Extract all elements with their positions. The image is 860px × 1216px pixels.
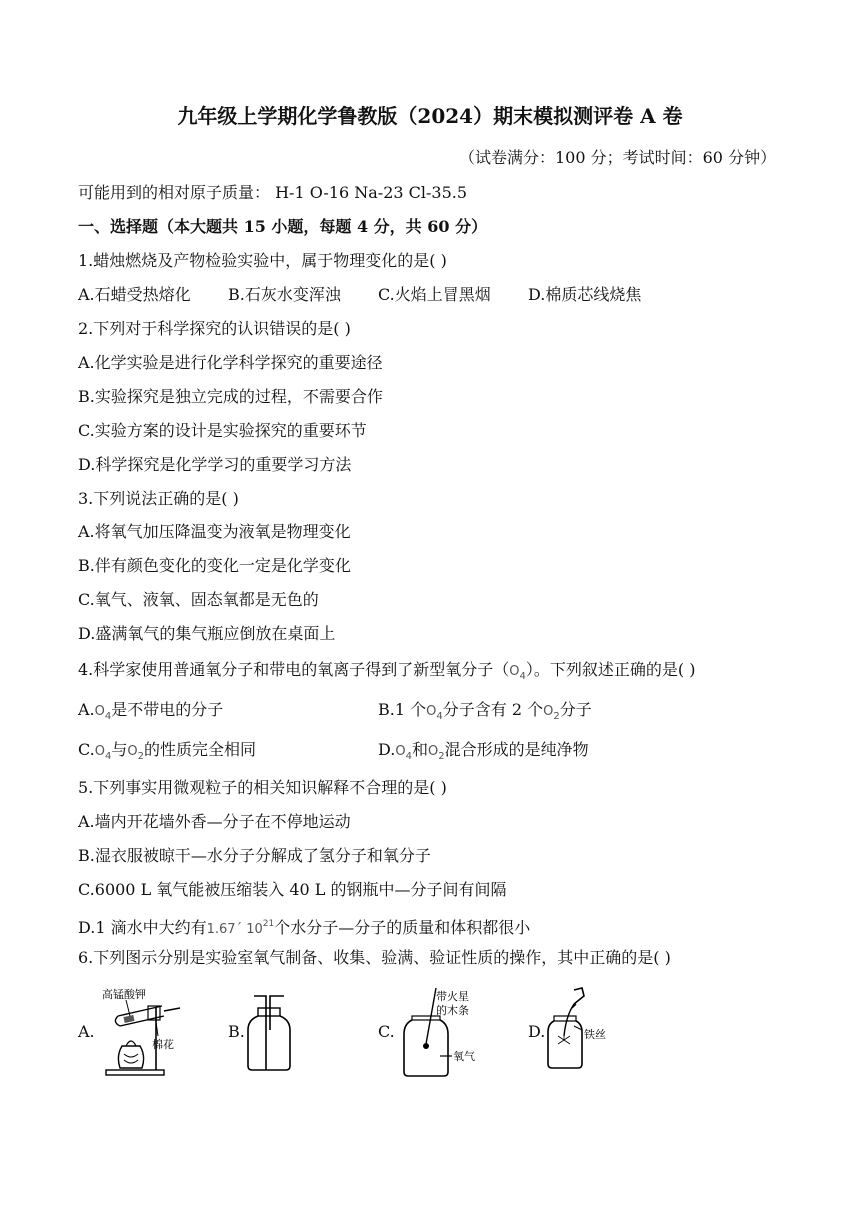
question-3-option-d: D.盛满氧气的集气瓶应倒放在桌面上: [78, 624, 336, 643]
question-1-option-d: D.棉质芯线烧焦: [528, 285, 642, 304]
exam-info: （试卷满分：100 分；考试时间：60 分钟）: [459, 148, 777, 167]
question-5-option-b: B.湿衣服被晾干—水分子分解成了氢分子和氧分子: [78, 846, 431, 865]
question-5-stem: 5.下列事实用微观粒子的相关知识解释不合理的是( ): [78, 778, 447, 797]
figure-a-label-cotton: 棉花: [152, 1038, 174, 1051]
formula-o4: $O_4$: [395, 744, 412, 762]
section-heading: 一、选择题（本大题共 15 小题，每题 4 分，共 60 分）: [78, 217, 488, 236]
question-1-stem: 1.蜡烛燃烧及产物检验实验中，属于物理变化的是( ): [78, 251, 447, 270]
formula-o4: $O_4$: [94, 744, 112, 762]
question-2-option-c: C.实验方案的设计是实验探究的重要环节: [78, 421, 367, 440]
question-4-option-a: $A.O_4$是不带电的分子: [78, 700, 224, 722]
question-5-option-c: C.6000 L 氧气能被压缩装入 40 L 的钢瓶中—分子间有间隔: [78, 880, 507, 899]
question-6-option-b: B.: [228, 1022, 245, 1041]
figure-d-iron-wire: [544, 986, 608, 1070]
question-4-option-c: $C.O_4$与$O_2$的性质完全相同: [78, 740, 257, 762]
question-1-option-b: B.石灰水变浑浊: [228, 285, 341, 304]
figure-a-heating-apparatus: [100, 986, 210, 1080]
formula-o2: $O_2$: [427, 744, 445, 762]
question-2-option-b: B.实验探究是独立完成的过程，不需要合作: [78, 387, 383, 406]
formula-o4: $O_4$: [94, 704, 112, 722]
question-5-option-a: A.墙内开花墙外香—分子在不停地运动: [78, 812, 351, 831]
formula-o4: $O_4$: [426, 704, 443, 722]
formula-o2: $O_2$: [543, 704, 560, 722]
question-6-option-d: D.: [528, 1022, 546, 1041]
question-6-stem: 6.下列图示分别是实验室氧气制备、收集、验满、验证性质的操作，其中正确的是( ): [78, 948, 671, 967]
question-2-stem: 2.下列对于科学探究的认识错误的是( ): [78, 319, 351, 338]
figure-c-label-oxygen: 氧气: [453, 1050, 475, 1063]
question-2-option-a: A.化学实验是进行化学科学探究的重要途径: [78, 353, 383, 372]
question-5-option-d: D.1 滴水中大约有1.67´ $10^{21}$个水分子—分子的质量和体积都很小: [78, 918, 531, 937]
figure-a-label-kmno4: 高锰酸钾: [102, 988, 146, 1001]
formula-o4: $O_4$: [509, 664, 526, 682]
figure-d-label-iron: 铁丝: [584, 1028, 606, 1041]
question-4-stem-part-b: ）。下列叙述正确的是( ): [525, 660, 696, 679]
figure-c-label-glowing: 带火星: [436, 990, 469, 1003]
question-6-option-c: C.: [378, 1022, 395, 1041]
question-3-option-a: A.将氧气加压降温变为液氧是物理变化: [78, 522, 351, 541]
question-1-option-a: A.石蜡受热熔化: [78, 285, 191, 304]
question-3-option-c: C.氧气、液氧、固态氧都是无色的: [78, 590, 319, 609]
question-4-stem-part-a: 4.科学家使用普通氧分子和带电的氧离子得到了新型氧分子（: [78, 660, 510, 679]
question-6-option-a: A.: [78, 1022, 95, 1041]
question-4-stem: [78, 660, 695, 687]
exam-title: 九年级上学期化学鲁教版（2024）期末模拟测评卷 A 卷: [177, 104, 683, 128]
scientific-number: 1.67´ $10^{21}$: [206, 919, 275, 937]
question-2-option-d: D.科学探究是化学学习的重要学习方法: [78, 455, 352, 474]
question-4-option-b: B.1 个$O_4$分子含有 2 个$O_2$分子: [378, 700, 592, 722]
figure-c-label-stick: 的木条: [436, 1004, 469, 1017]
atomic-masses: 可能用到的相对原子质量： H-1 O-16 Na-23 Cl-35.5: [78, 183, 468, 202]
figure-c-oxygen-check: [400, 986, 490, 1078]
question-4-option-d: $D.O_4$和$O_2$混合形成的是纯净物: [378, 740, 589, 762]
question-3-option-b: B.伴有颜色变化的变化一定是化学变化: [78, 556, 351, 575]
question-3-stem: 3.下列说法正确的是( ): [78, 489, 239, 508]
figure-b-gas-bottle: [244, 990, 296, 1072]
question-1-option-c: C.火焰上冒黑烟: [378, 285, 491, 304]
formula-o2: $O_2$: [127, 744, 144, 762]
